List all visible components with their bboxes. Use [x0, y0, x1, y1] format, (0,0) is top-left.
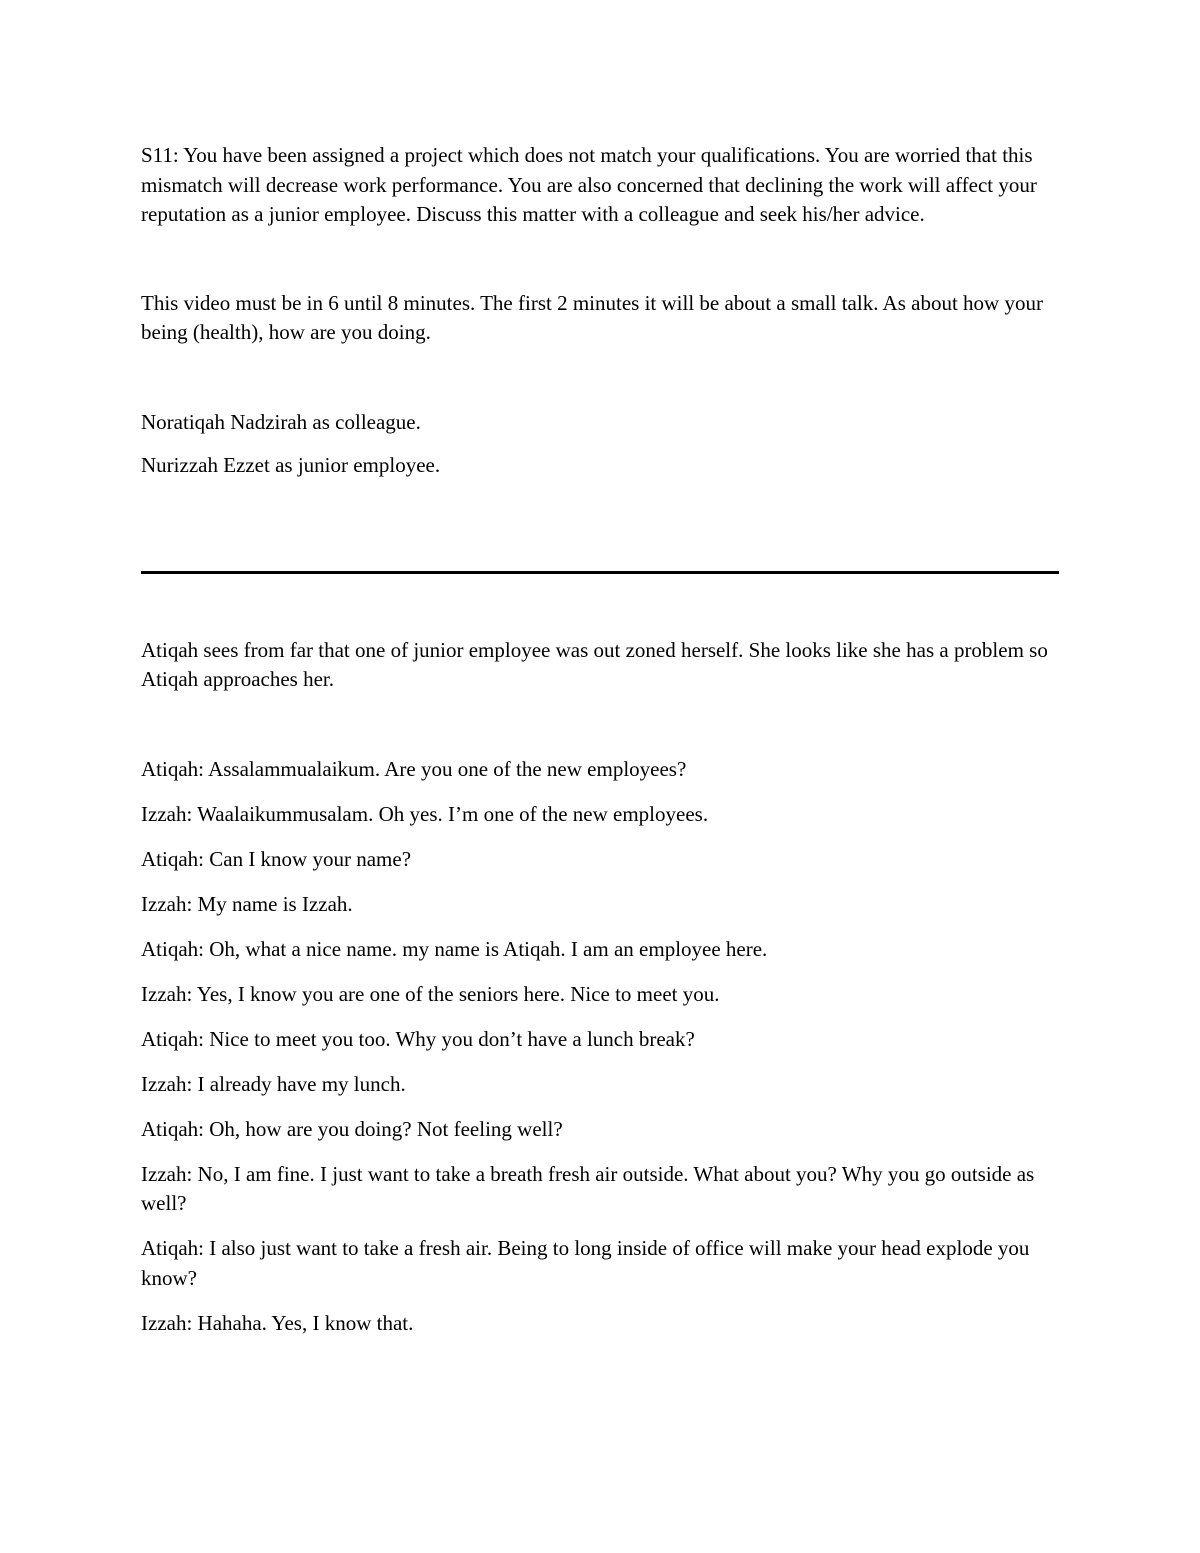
dialogue-line: Atiqah: Oh, what a nice name. my name is Atiqah. I am an employee here.	[141, 936, 768, 961]
script-intro: Atiqah sees from far that one of junior employee was out zoned herself. She looks like she has a problem so Atiqah approaches her.	[141, 637, 1048, 691]
dialogue-line: Izzah: My name is Izzah.	[141, 891, 353, 916]
role-junior-employee: Nurizzah Ezzet as junior employee.	[141, 453, 441, 477]
role-colleague: Noratiqah Nadzirah as colleague.	[141, 409, 421, 434]
dialogue-line: Izzah: Hahaha. Yes, I know that.	[141, 1310, 414, 1335]
dialogue-line: Atiqah: Oh, how are you doing? Not feeling well?	[141, 1116, 563, 1141]
scenario-prompt: S11: You have been assigned a project which does not match your qualifications. You are worried that this mismatch will decrease work performance. You are also concerned that declining the work will affect your reputation as a junior employee. Discuss this matter with a colleague and seek his/her advice.	[141, 143, 1037, 226]
dialogue-line: Izzah: No, I am fine. I just want to take a breath fresh air outside. What about you? Why you go outside as well?	[141, 1161, 1035, 1215]
dialogue	[141, 755, 1059, 1339]
dialogue-line: Atiqah: Nice to meet you too. Why you don’t have a lunch break?	[141, 1026, 695, 1051]
dialogue-line: Atiqah: Assalammualaikum. Are you one of the new employees?	[141, 756, 687, 781]
dialogue-line: Izzah: I already have my lunch.	[141, 1071, 406, 1096]
dialogue-line: Izzah: Waalaikummusalam. Oh yes. I’m one of the new employees.	[141, 801, 709, 826]
dialogue-line: Izzah: Yes, I know you are one of the seniors here. Nice to meet you.	[141, 981, 720, 1006]
video-instruction: This video must be in 6 until 8 minutes. The first 2 minutes it will be about a small talk. As about how your being (health), how are you doing.	[141, 290, 1043, 344]
document-body	[141, 141, 1059, 1338]
horizontal-divider	[141, 571, 1059, 574]
dialogue-line: Atiqah: I also just want to take a fresh air. Being to long inside of office will make your head explode you know?	[141, 1236, 1030, 1290]
dialogue-line: Atiqah: Can I know your name?	[141, 846, 412, 871]
